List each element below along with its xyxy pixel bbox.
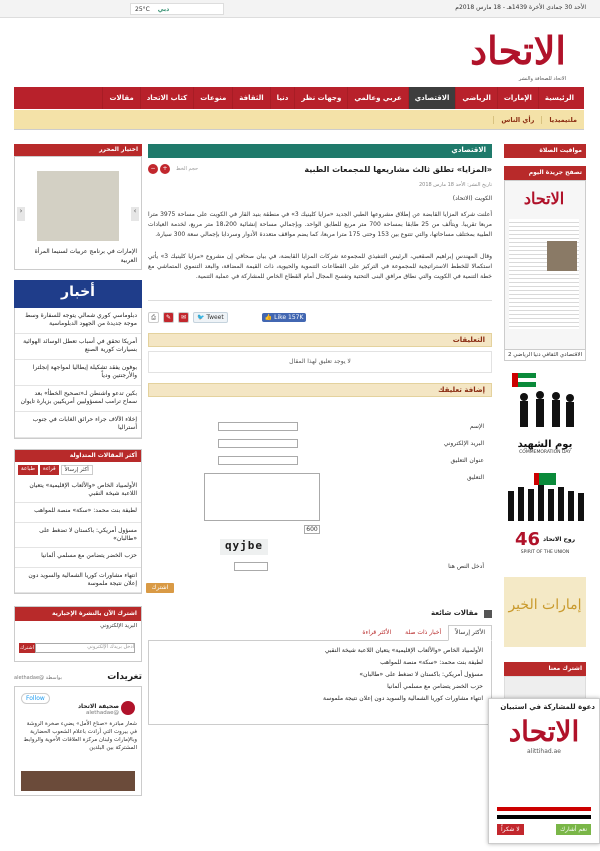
tweet-label: Tweet: [206, 313, 224, 321]
paper-tab[interactable]: الرياضي 2: [508, 352, 532, 358]
comment-label: التعليق: [466, 474, 484, 481]
nav-item-donia[interactable]: دنيا: [270, 87, 295, 109]
martyr-en: COMMEMORATION DAY: [519, 450, 571, 455]
captcha-image: qyjbe: [220, 539, 268, 555]
emarat-alkhair-banner[interactable]: إمارات الخير: [504, 577, 586, 647]
tab-read[interactable]: قراءة: [40, 465, 59, 475]
weather-city: دبي: [157, 6, 170, 13]
newsletter-email-input[interactable]: أدخل بريدك الإلكتروني: [35, 643, 135, 653]
nav-item-economy[interactable]: الاقتصادي: [408, 87, 456, 109]
martyr-day-banner[interactable]: [504, 369, 586, 465]
nav-item-articles[interactable]: مقالات: [102, 87, 139, 109]
most-shared-list: [15, 478, 141, 593]
title-input[interactable]: [218, 456, 298, 465]
sub-nav: [14, 110, 584, 130]
tweet-button[interactable]: 🐦 Tweet: [193, 312, 228, 323]
tab-most-sent[interactable]: أكثر إرسالاً: [61, 465, 93, 475]
popular-list: [148, 641, 492, 725]
site-logo[interactable]: [446, 22, 566, 82]
comment-textarea[interactable]: [204, 473, 320, 521]
popular-title: مقالات شائعة: [148, 609, 492, 617]
list-item[interactable]: بكين تدعو واشنطن لـ«تصحيح الخطأ» بعد سماح ترامب لمسؤوليين أمريكيين بزيارة تايوان: [15, 386, 141, 412]
popup-accept-button[interactable]: نعم أشارك: [556, 824, 591, 835]
spirit-text: روح الاتحاد: [543, 536, 576, 543]
twitter-follow-button[interactable]: Follow: [21, 693, 50, 704]
news-list: [14, 308, 142, 439]
nav-item-sports[interactable]: الرياضي: [455, 87, 497, 109]
left-column: [14, 144, 142, 796]
list-item[interactable]: إخلاء الآلاف جراء حرائق الغابات في جنوب أستراليا: [15, 412, 141, 438]
list-item[interactable]: الأولمبياد الخاص «والألعاب الإقليمية» يتعيان اللاعبة شيخة النقبي: [324, 647, 483, 654]
popular-articles: [148, 609, 492, 725]
list-item[interactable]: الأولمبياد الخاص «والألعاب الإقليمية» يتعيان اللاعبة شيخة النقبي: [15, 478, 141, 503]
most-shared-tabs: [15, 462, 141, 478]
char-counter: 600: [304, 525, 320, 534]
popup-url: alittihad.ae: [527, 748, 561, 755]
tweet-text: شعار مبادرة «صناع الأمل» يضيء صخرة الروشة في بيروت التي أرادت باعلام الشعوب الحضارية وبالإمارات ولبنان مركزة العلاقات الأخوية والروابط المشتركة بين البلدين: [23, 721, 137, 751]
nav-item-opinion[interactable]: وجهات نظر: [294, 87, 347, 109]
tab-print[interactable]: طباعة: [18, 465, 38, 475]
font-increase-icon[interactable]: +: [160, 164, 170, 174]
newsletter-subscribe-button[interactable]: اشترك: [20, 645, 34, 651]
slider-next-icon[interactable]: ›: [131, 207, 139, 221]
nav-item-misc[interactable]: منوعات: [193, 87, 232, 109]
article-headline: «المزايا» تطلق ثالث مشاريعها للمجمعات الطبية: [304, 164, 492, 174]
comment-icon[interactable]: ✎: [163, 312, 174, 323]
popular-tabs: [148, 625, 492, 641]
flag-strip: [497, 807, 591, 819]
today-paper-header[interactable]: تصفح جريدة اليوم: [504, 166, 586, 180]
nav-item-home[interactable]: الرئيسية: [538, 87, 580, 109]
paper-tab[interactable]: الاقتصادي: [559, 352, 582, 358]
category-header[interactable]: الاقتصادي: [148, 144, 492, 158]
newsletter-box: [14, 606, 142, 662]
comment-form: [148, 403, 492, 591]
captcha-label: أدخل النص هنا: [448, 563, 484, 570]
like-count: 157K: [288, 313, 304, 321]
spirit-en: SPIRIT OF THE UNION: [520, 550, 570, 555]
share-toolbar: [148, 309, 492, 325]
captcha-input[interactable]: [234, 562, 268, 571]
title-label: عنوان التعليق: [450, 457, 484, 464]
nav-item-culture[interactable]: الثقافة: [232, 87, 269, 109]
article-column: [148, 144, 492, 725]
subnav-item-multimedia[interactable]: ملتيميديا: [541, 116, 584, 124]
list-item[interactable]: بوفون يفقد تشكيلة إيطاليا لمواجهة إنجلترا والأرجنتين ودياً: [15, 360, 141, 386]
paper-tab[interactable]: الثقافي: [541, 352, 559, 358]
list-item[interactable]: انتهاء مشاورات كوريا الشمالية والسويد دون إعلان نتيجة ملموسة: [15, 568, 141, 593]
spirit-figures-icon: [504, 471, 586, 527]
article-paragraph: أعلنت شركة المزايا القابضة عن إطلاق مشروعها الطبي الجديد «مزايا كلينيك 3» في منطقة بنيد القار في الكويت على مساحة 3975 مترا مربعا تقريبا. ويتألف من 25 طابقا بمساحة 700 متر مربع للطابق الواحد. وبإجمالي مساحة إنشائية 18،200 متر مربع، لخدمة العيادات الطبية بمختلف مساحاتها، والتي تتنوع بين 153 وحتى 175 مترا مربعا، كما يضم مواقف متعددة الأدوار وسردابا بإجمالي سعة 300 سيارة.: [148, 211, 493, 238]
main-nav: [14, 87, 584, 109]
add-comment-header: إضافة تعليقك: [148, 383, 492, 397]
comments-header: التعليقات: [148, 333, 492, 347]
twitter-timeline: [14, 686, 142, 796]
email-input[interactable]: [218, 439, 298, 448]
list-item[interactable]: حزب الخضر يتضامن مع مسلمي ألمانيا: [387, 683, 483, 690]
most-shared-header: أكثر المقالات المتداولة: [15, 450, 141, 462]
submit-comment-button[interactable]: اشترك: [146, 583, 174, 593]
list-item[interactable]: دبلوماسي كوري شمالي يتوجه للسفارة وسط موجة جديدة من الجهود الدبلوماسية: [15, 308, 141, 334]
editor-choice-slider[interactable]: [14, 156, 142, 270]
list-item[interactable]: لطيفة بنت محمد: «سكة» منصة للمواهب: [380, 659, 483, 666]
list-item[interactable]: مسؤول أمريكي: باكستان لا تضغط على «طالبان»: [15, 523, 141, 548]
spirit-union-banner[interactable]: [504, 471, 586, 571]
martyr-title: يوم الشهيد: [517, 439, 573, 450]
name-input[interactable]: [218, 422, 298, 431]
tweet-image[interactable]: [21, 771, 135, 791]
tweet-author[interactable]: صحيفة الاتحاد: [77, 703, 119, 710]
email-label: البريد الإلكتروني: [443, 440, 484, 447]
tab-most-read[interactable]: الأكثر قراءة: [362, 629, 392, 636]
nav-item-writers[interactable]: كتاب الاتحاد: [140, 87, 194, 109]
weather-widget[interactable]: [130, 3, 224, 15]
editor-choice-header[interactable]: اختيار المحرر: [14, 144, 142, 156]
paper-tab[interactable]: دنيا: [533, 352, 541, 358]
tab-related[interactable]: أخبار ذات صلة: [405, 629, 442, 636]
weather-temp: 25°C: [135, 6, 150, 13]
editor-caption[interactable]: الإمارات في برنامج عربيات لسنيما المرأة العربية: [34, 248, 137, 264]
spirit-number: 46: [514, 529, 541, 550]
slider-prev-icon[interactable]: ‹: [17, 207, 25, 221]
article-paragraph: وقال المهندس إبراهيم الصقعبي، الرئيس التنفيذي للمجموعة شركات المزايا القابضة، في بيان صحافي إن مشروع «مزايا كلينيك 3» يأتي استكمالا للخطط الاستراتيجية للمجموعة في التركيز على القطاعات التنموية والحيوية، ذات القيمة المضافة، والبعد التنموي المتماشي مع خطة التنمية في الكويت والتي نطاق مرافق البنى التحتية وتفسح المجال أمام القطاع الخاص للمشاركة في عملية التنمية.: [148, 253, 492, 280]
current-date: الأحد 30 جمادى الأخرة 1439هـ - 18 مارس 2018م: [455, 4, 586, 11]
print-icon[interactable]: ⎙: [148, 312, 159, 323]
soldiers-icon: [504, 369, 586, 439]
tweet-handle[interactable]: @alethadae: [85, 710, 119, 716]
paper-photo: [547, 241, 577, 271]
list-item[interactable]: أمريكا تحقق في أسباب تعطل الوسائد الهوائية بسيارات كورية الصنع: [15, 334, 141, 360]
list-item[interactable]: حزب الخضر يتضامن مع مسلمي ألمانيا: [15, 548, 141, 568]
facebook-like-button[interactable]: 👍 Like 157K: [262, 313, 307, 322]
email-icon[interactable]: ✉: [178, 312, 189, 323]
tab-most-sent[interactable]: الأكثر إرسالاً: [448, 625, 492, 641]
font-size-label: حجم الخط: [176, 166, 199, 172]
popup-decline-button[interactable]: لا شكراً: [497, 824, 524, 835]
newsletter-label: البريد الإلكتروني: [100, 623, 137, 629]
editor-photo[interactable]: [37, 171, 119, 241]
tweets-title: تغريدات: [107, 672, 142, 682]
right-column: [504, 144, 586, 647]
logo-subtitle: الاتحاد للصحافة والنشر: [518, 76, 566, 82]
no-comments-text: لا يوجد تعليق لهذا المقال: [148, 351, 492, 373]
name-label: الإسم: [469, 423, 484, 430]
nav-item-world[interactable]: عربي وعالمي: [347, 87, 407, 109]
news-banner[interactable]: أخبار: [14, 280, 142, 308]
font-decrease-icon[interactable]: −: [148, 164, 158, 174]
list-item[interactable]: لطيفة بنت محمد: «سكة» منصة للمواهب: [15, 503, 141, 523]
newsletter-header: اشترك الآن بالنشرة الإخبارية: [15, 607, 141, 621]
logo-text: الاتحاد: [470, 28, 566, 73]
publish-date: تاريخ النشر: الأحد 18 مارس 2018: [418, 182, 492, 188]
like-label: Like: [274, 313, 287, 321]
subnav-item-opinion[interactable]: رأي الناس: [493, 116, 541, 124]
paper-sections: [504, 350, 586, 361]
most-shared: [14, 449, 142, 594]
article-dateline: الكويت (الاتحاد): [452, 195, 492, 202]
today-paper-thumb[interactable]: [504, 180, 586, 350]
subscribe-header[interactable]: اشترك معنا: [504, 662, 586, 676]
paper-masthead: الاتحاد: [523, 189, 565, 208]
tweets-by[interactable]: بواسطة @alethadae: [14, 675, 62, 681]
nav-item-emirates[interactable]: الإمارات: [497, 87, 538, 109]
list-item[interactable]: مسؤول أمريكي: باكستان لا تضغط على «طالبان»: [359, 671, 483, 678]
avatar[interactable]: [121, 701, 135, 715]
survey-popup: [488, 698, 600, 844]
popup-logo: الاتحاد: [508, 715, 580, 748]
prayer-times-header[interactable]: مواقيت الصلاة: [504, 144, 586, 158]
list-item[interactable]: انتهاء مشاورات كوريا الشمالية والسويد دون إعلان نتيجة ملموسة: [323, 695, 483, 702]
popup-heading: دعوة للمشاركة في استبيان: [500, 703, 595, 711]
